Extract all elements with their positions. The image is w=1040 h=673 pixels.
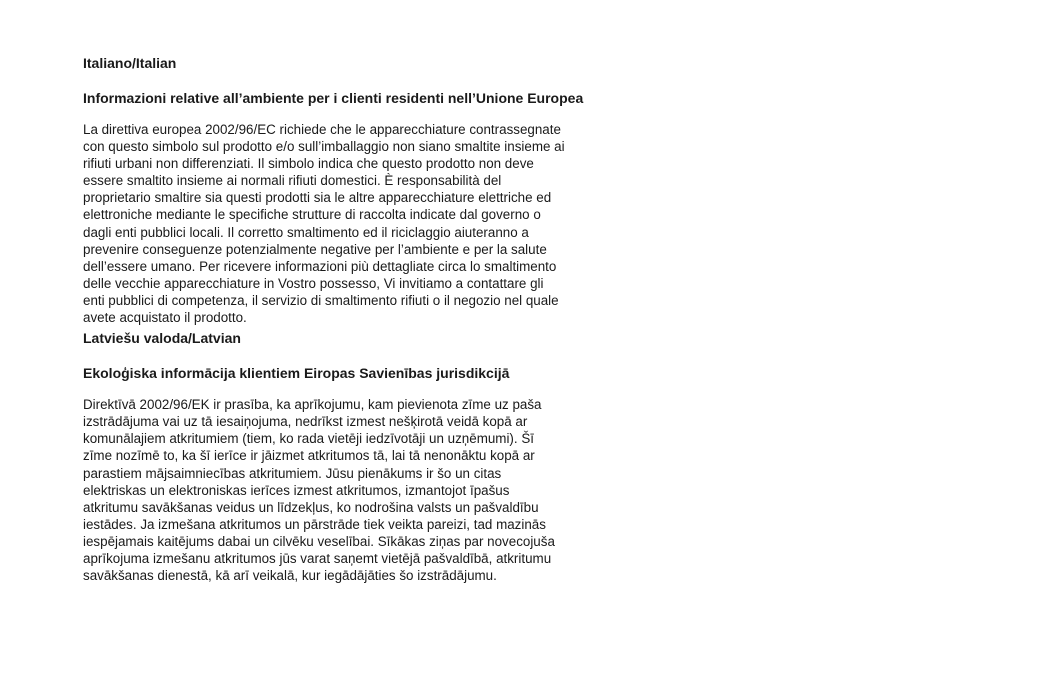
paragraph-line: iestādes. Ja izmešana atkritumos un pārstrāde tiek veikta pareizi, tad mazinās [83,516,546,532]
paragraph-line: parastiem mājsaimniecības atkritumiem. Jūsu pienākums ir šo un citas [83,465,502,481]
paragraph-line: izstrādājuma vai uz tā iesaiņojuma, nedrīkst izmest nešķirotā veidā kopā ar [83,414,528,430]
paragraph-line: enti pubblici di competenza, il servizio di smaltimento rifiuti o il negozio nel quale [83,292,559,308]
paragraph-line: zīme nozīmē to, ka šī ierīce ir jāizmet atkritumos tā, lai tā nenonāktu kopā ar [83,448,535,464]
italian-language-title: Italiano/Italian [83,55,177,71]
italian-section [83,54,623,326]
paragraph-line: essere smaltito insieme ai normali rifiuti domestici. È responsabilità del [83,173,502,189]
latvian-paragraph [83,396,623,584]
paragraph-line: elettroniche mediante le specifiche strutture di raccolta indicate dal governo o [83,207,541,223]
paragraph-line: elektriskas un elektroniskas ierīces izmest atkritumos, izmantojot īpašus [83,482,510,498]
paragraph-line: komunālajiem atkritumiem (tiem, ko rada vietēji iedzīvotāji un uzņēmumi). Šī [83,431,534,447]
paragraph-line: proprietario smaltire sia questi prodotti sia le altre apparecchiature elettriche ed [83,190,552,206]
paragraph-line: iespējamais kaitējums dabai un cilvēku veselībai. Sīkākas ziņas par novecojuša [83,533,555,549]
paragraph-line: rifiuti urbani non differenziati. Il simbolo indica che questo prodotto non deve [83,156,534,172]
document-page [83,54,623,584]
latvian-language-title: Latviešu valoda/Latvian [83,330,241,347]
paragraph-line: atkritumu savākšanas veidus un līdzekļus, ko nodrošina valsts un pašvaldību [83,499,539,515]
paragraph-line: avete acquistato il prodotto. [83,310,247,326]
paragraph-line: Direktīvā 2002/96/EK ir prasība, ka aprīkojumu, kam pievienota zīme uz paša [83,397,542,413]
paragraph-line: aprīkojuma izmešanu atkritumos jūs varat saņemt vietējā pašvaldībā, atkritumu [83,550,552,566]
paragraph-line: savākšanas dienestā, kā arī veikalā, kur iegādājāties šo izstrādājumu. [83,568,497,584]
paragraph-line: prevenire conseguenze potenzialmente negative per l’ambiente e per la salute [83,241,547,257]
paragraph-line: La direttiva europea 2002/96/EC richiede che le apparecchiature contrassegnate [83,122,561,137]
paragraph-line: con questo simbolo sul prodotto e/o sull’imballaggio non siano smaltite insieme ai [83,139,565,155]
paragraph-line: dell’essere umano. Per ricevere informazioni più dettagliate circa lo smaltimento [83,258,557,274]
latvian-subtitle: Ekoloģiska informācija klientiem Eiropas Savienības jurisdikcijā [83,365,510,382]
italian-paragraph [83,121,623,326]
paragraph-line: delle vecchie apparecchiature in Vostro possesso, Vi invitiamo a contattare gli [83,275,544,291]
latvian-section [83,329,623,584]
italian-subtitle: Informazioni relative all’ambiente per i clienti residenti nell’Unione Europea [83,90,584,106]
paragraph-line: dagli enti pubblici locali. Il corretto smaltimento ed il riciclaggio aiuteranno a [83,224,529,240]
